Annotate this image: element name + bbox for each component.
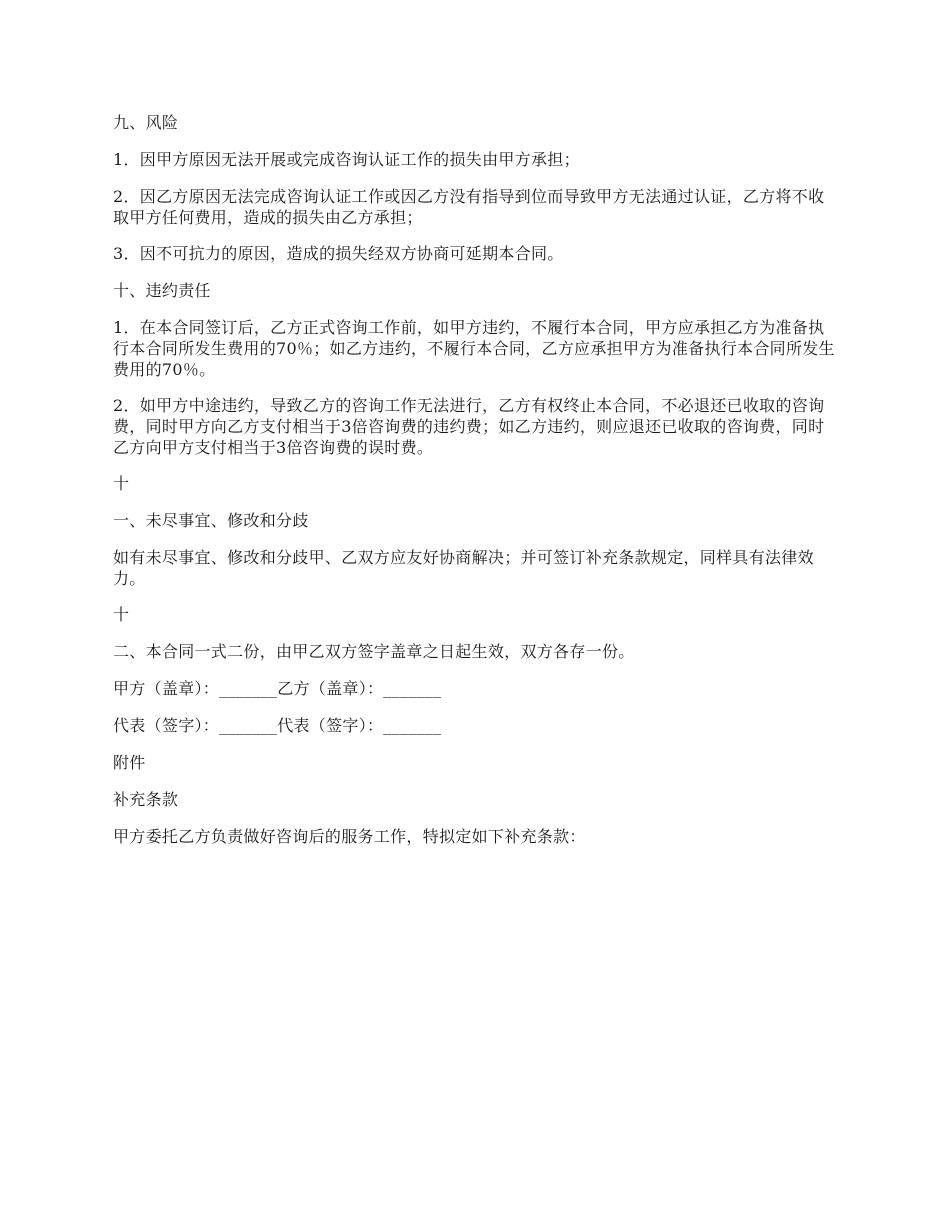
section-number-eleven: 十 [113, 474, 130, 493]
matters-clause: 如有未尽事宜、修改和分歧甲、乙双方应友好协商解决；并可签订补充条款规定，同样具有法律效力。 [113, 548, 814, 588]
risk-clause-2: 2．因乙方原因无法完成咨询认证工作或因乙方没有指导到位而导致甲方无法通过认证，乙方将不收取甲方任何费用，造成的损失由乙方承担； [113, 187, 825, 227]
section-heading-liability: 十、违约责任 [113, 281, 211, 300]
section-heading-matters: 一、未尽事宜、修改和分歧 [113, 511, 309, 530]
supplementary-heading: 补充条款 [113, 790, 179, 809]
liability-clause-1: 1．在本合同签订后，乙方正式咨询工作前，如甲方违约，不履行本合同，甲方应承担乙方为准备执行本合同所发生费用的70％；如乙方违约，不履行本合同，乙方应承担甲方为准备执行本合同所发生费用的70％。 [113, 318, 835, 379]
supplementary-intro: 甲方委托乙方负责做好咨询后的服务工作，特拟定如下补充条款： [113, 827, 586, 846]
signature-line: 代表（签字）：_______代表（签字）：_______ [113, 716, 442, 735]
risk-clause-1: 1．因甲方原因无法开展或完成咨询认证工作的损失由甲方承担； [113, 150, 580, 169]
section-number-twelve: 十 [113, 605, 130, 624]
liability-clause-2: 2．如甲方中途违约，导致乙方的咨询工作无法进行，乙方有权终止本合同，不必退还已收取的咨询费，同时甲方向乙方支付相当于3倍咨询费的违约费；如乙方违约，则应退还已收取的咨询费，同时乙方向甲方支付相当于3倍咨询费的误时费。 [113, 396, 825, 457]
copies-clause: 二、本合同一式二份，由甲乙双方签字盖章之日起生效，双方各存一份。 [113, 642, 635, 661]
attachment-heading: 附件 [113, 753, 146, 772]
section-heading-risk: 九、风险 [113, 113, 179, 132]
seal-line: 甲方（盖章）：_______乙方（盖章）：_______ [113, 679, 442, 698]
risk-clause-3: 3．因不可抗力的原因，造成的损失经双方协商可延期本合同。 [113, 244, 564, 263]
